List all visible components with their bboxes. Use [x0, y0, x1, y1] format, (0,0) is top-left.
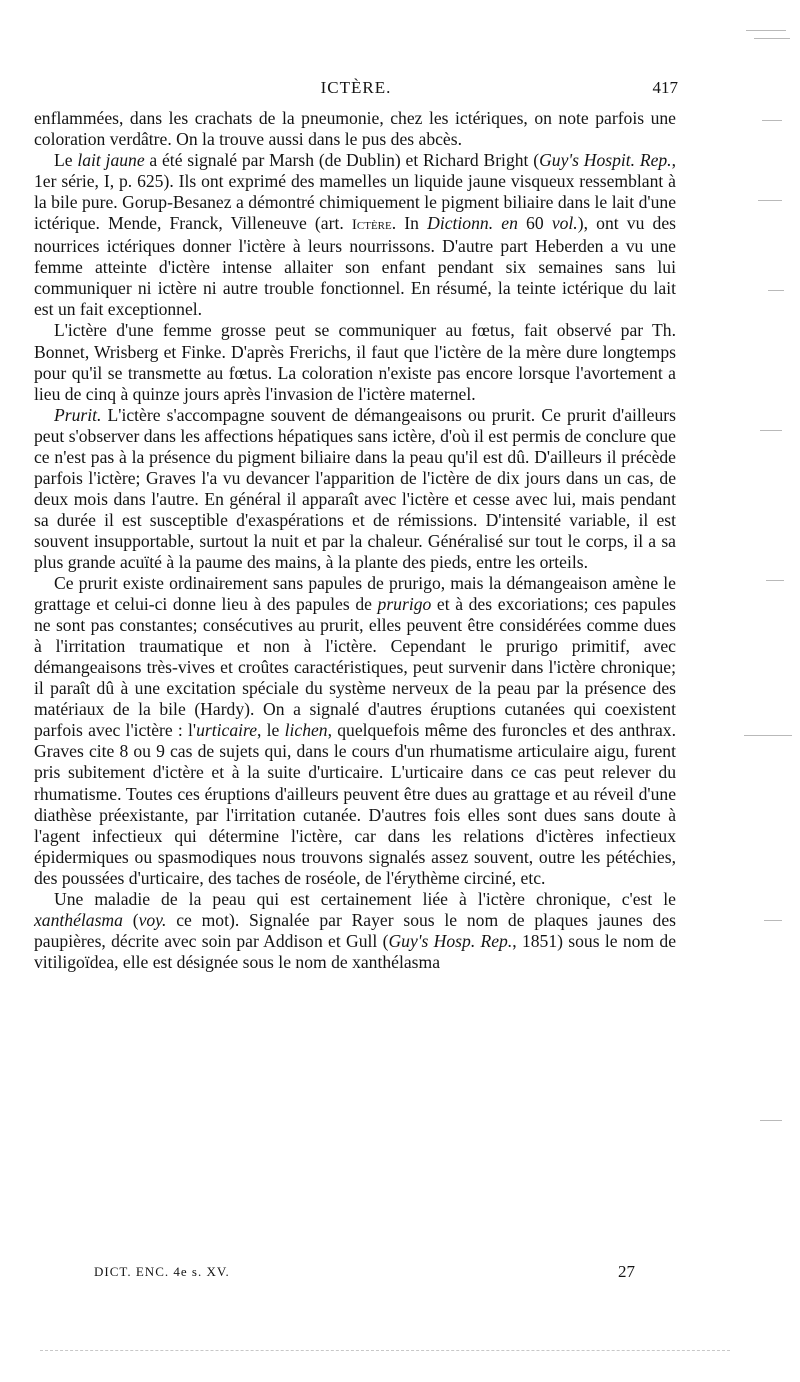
paragraph-6-italic-xanthelasma: xanthélasma: [34, 909, 123, 930]
paragraph-2-smallcaps-ictere: Ictère: [351, 217, 392, 234]
paragraph-5-text-b: et à des excoriations; ces papules ne sont pas constantes; consécutives au prurit, elles peuvent être considérées comme dues à l'irritation traumatique et non à l'ictère. Cependant le prurigo primitif, avec démangeaisons très-vives et croûtes caractéristiques, peut survenir dans l'ictère chronique; il paraît dû à une excitation spéciale du système nerveux de la peau par la présence des matériaux de la bile (Hardy). On a signalé d'autres éruptions cutanées qui coexistent parfois avec l'ictère : l': [34, 594, 676, 741]
paragraph-5-text-d: , quelquefois même des furoncles et des anthrax. Graves cite 8 ou 9 cas de sujets qui, dans le cours d'un rhumatisme articulaire aigu, furent pris subitement d'ictère et à la suite d'urticaire. L'urticaire dans ce cas peut relever du rhumatisme. Toutes ces éruptions d'ailleurs peuvent être dues au grattage et au réveil d'une diathèse préexistante, par l'irritation cutanée. D'autres fois elles sont dues sans doute à l'agent infectieux qui détermine l'ictère, car dans les relations d'ictères infectieux épidermiques ou spasmodiques nous trouvons signalés assez souvent, outre les pétéchies, des poussées d'urticaire, des taches de roséole, de l'érythème circiné, etc.: [34, 720, 676, 888]
page-footer: [34, 1262, 678, 1286]
printer-signature: DICT. ENC. 4e s. XV.: [94, 1264, 230, 1279]
paragraph-6-text-a: Une maladie de la peau qui est certainement liée à l'ictère chronique, c'est le: [54, 888, 676, 909]
paragraph-5-italic-prurigo: prurigo: [377, 594, 432, 615]
paragraph-2-text-b: a été signalé par Marsh (de Dublin) et Richard Bright (: [144, 150, 540, 171]
paragraph-2-text-c: , 1er série, I, p. 625). Ils ont exprimé des mamelles un liquide jaune visqueux ressemblant à la bile pure. Gorup-Besanez a démontré chimiquement le pigment biliaire dans le lait d'une ictérique. Mende, Franck, Villeneuve (art.: [34, 150, 676, 234]
paragraph-2-text-e: 60: [517, 213, 552, 234]
page-header: [34, 78, 678, 104]
signature-number: 27: [618, 1262, 635, 1281]
paragraph-2-italic-dictionn: Dictionn. en: [427, 213, 518, 234]
bottom-scan-bleed: [40, 1350, 730, 1352]
paragraph-2-text-a: Le: [54, 150, 78, 171]
paragraph-6: [34, 889, 676, 973]
paragraph-6-text-d: , 1851) sous le nom de vitiligoïdea, elle est désignée sous le nom de xanthélasma: [34, 930, 677, 972]
paragraph-1: [34, 108, 676, 150]
paragraph-4: [34, 405, 676, 573]
paragraph-5-text-a: Ce prurit existe ordinairement sans papules de prurigo, mais la démangeaison amène le grattage et celui-ci donne lieu à des papules de: [34, 573, 676, 615]
paragraph-3: [34, 320, 676, 404]
page-edge-bleed: [740, 20, 796, 1300]
paragraph-2-italic-lait-jaune: lait jaune: [77, 150, 145, 171]
paragraph-6-italic-voy: voy.: [138, 909, 167, 930]
paragraph-5-text-c: , le: [257, 720, 285, 741]
paragraph-3-text: L'ictère d'une femme grosse peut se communiquer au fœtus, fait observé par Th. Bonnet, Wrisberg et Finke. D'après Frerichs, il faut que l'ictère de la mère dure longtemps pour qu'il se transmette au fœtus. La coloration n'existe pas encore lorsque l'avortement a lieu de cinq à quinze jours après l'invasion de l'ictère maternel.: [34, 320, 676, 404]
paragraph-2-italic-guys: Guy's Hospit. Rep.: [539, 150, 672, 171]
paragraph-4-italic-prurit: Prurit.: [54, 404, 102, 425]
paragraph-5: [34, 573, 676, 889]
paragraph-1-text: enflammées, dans les crachats de la pneumonie, chez les ictériques, on note parfois une coloration verdâtre. On la trouve aussi dans le pus des abcès.: [34, 108, 676, 150]
running-title: ICTÈRE.: [320, 78, 392, 97]
paragraph-5-italic-lichen: lichen: [284, 720, 328, 741]
paragraph-2-italic-vol: vol.: [551, 213, 578, 234]
paragraph-6-text-b: (: [122, 909, 139, 930]
paragraph-2: [34, 150, 676, 320]
page-number: 417: [652, 78, 678, 97]
body-text: [34, 108, 676, 973]
paragraph-6-text-c: ce mot). Signalée par Rayer sous le nom de plaques jaunes des paupières, décrite avec soin par Addison et Gull (: [34, 909, 677, 951]
paragraph-5-italic-urticaire: urticaire: [196, 720, 258, 741]
paragraph-4-text: L'ictère s'accompagne souvent de démangeaisons ou prurit. Ce prurit d'ailleurs peut s'observer dans les affections hépatiques sans ictère, d'où il est permis de conclure que ce n'est pas à la présence du pigment biliaire dans la peau qu'il est dû. D'ailleurs il précède parfois l'ictère; Graves l'a vu devancer l'apparition de l'ictère de dix jours dans un cas, de deux mois dans l'autre. En général il apparaît avec l'ictère et cesse avec lui, mais pendant sa durée il est susceptible d'exaspérations et de rémissions. D'intensité variable, il est souvent insupportable, surtout la nuit et par la chaleur. Généralisé sur tout le corps, il a sa plus grande acuïté à la paume des mains, à la plante des pieds, entre les orteils.: [34, 404, 676, 572]
paragraph-2-text-d: . In: [391, 213, 428, 234]
paragraph-6-italic-guys-hosp: Guy's Hosp. Rep.: [388, 930, 513, 951]
paragraph-2-text-f: ), ont vu des nourrices ictériques donner l'ictère à leurs nourrissons. D'autre part Heberden a vu une femme atteinte d'ictère intense allaiter son enfant pendant six semaines sans lui communiquer ni ictère ni autre trouble fonctionnel. En résumé, la teinte ictérique du lait est un fait exceptionnel.: [34, 213, 677, 320]
